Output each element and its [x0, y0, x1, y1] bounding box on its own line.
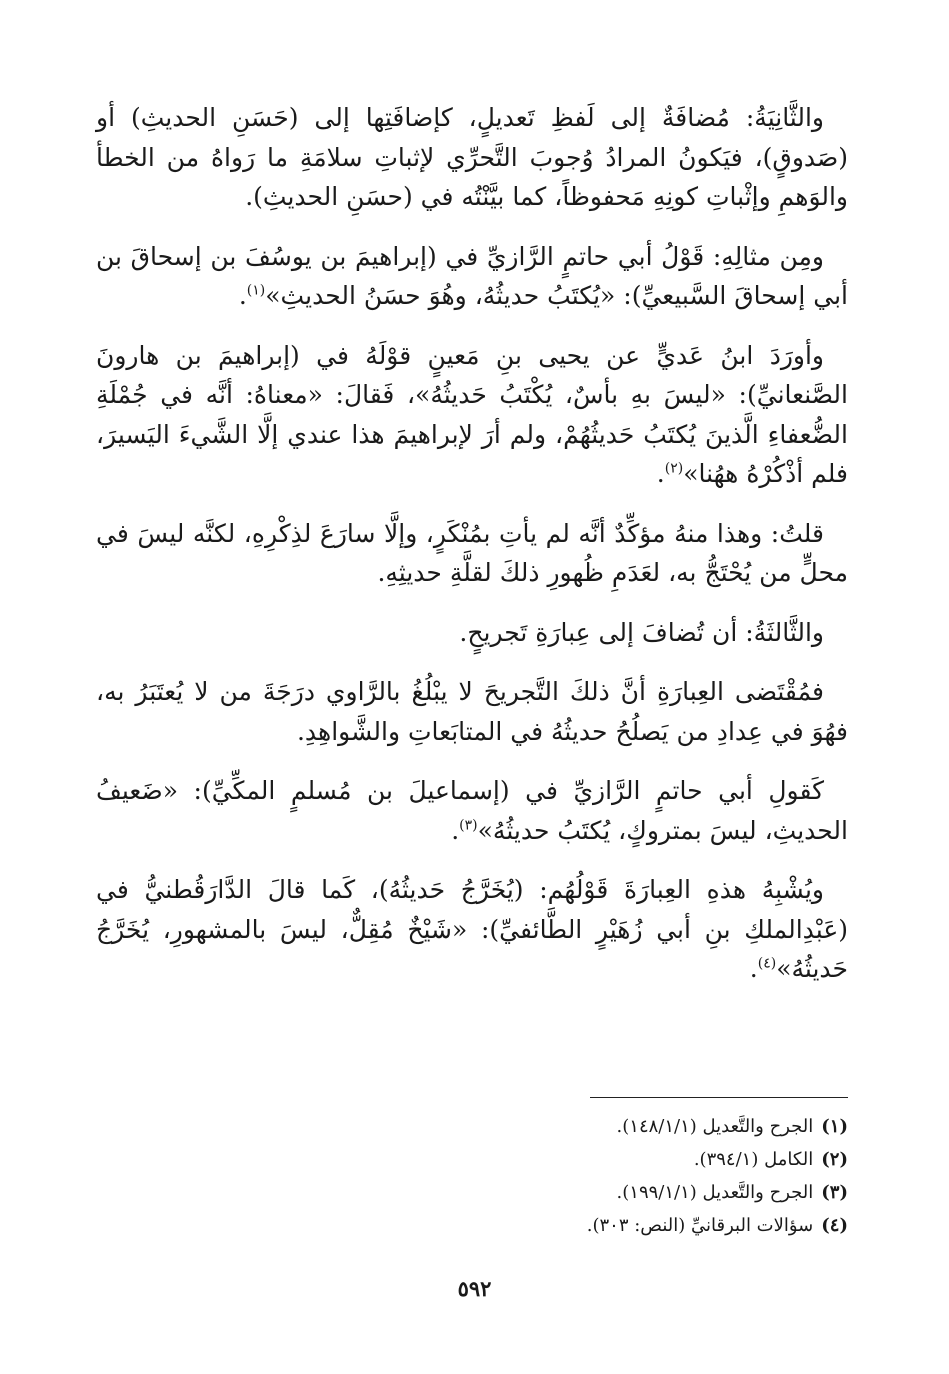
paragraph-4 [96, 514, 848, 593]
paragraph-text: ويُشْبِهُ هذهِ العِبارَةَ قَوْلُهُم: (يُخَرَّجُ حَديثُهُ)، كَما قالَ الدَّارَقُطنيُّ في (عَبْدِالملكِ بنِ أبي زُهَيْرٍ الطَّائفيِّ): «شَيْخٌ مُقِلٌّ، ليسَ بالمشهورِ، يُخَرَّجُ حَديثُهُ» [96, 875, 848, 983]
footnote-number: (٢) [821, 1149, 848, 1170]
footnote-number: (١) [821, 1116, 848, 1137]
paragraph-6 [96, 672, 848, 751]
paragraph-2 [96, 237, 848, 316]
footnote-text: سؤالات البرقانيِّ (النص: ٣٠٣). [586, 1215, 814, 1236]
paragraph-text: والثَّانِيَةُ: مُضافَةٌ إلى لَفظِ تَعديلٍ، كإضافَتِها إلى (حَسَنِ الحديثِ) أو (صَدوقٍ)، فيَكونُ المرادُ وُجوبَ التَّحرِّي لإثباتِ سلامَةِ ما رَواهُ من الخطأ والوَهمِ وإثْباتِ كونِهِ مَحفوظاً، كما بيَّنْتُه في (حسَنِ الحديثِ). [96, 103, 848, 211]
footnote-number: (٣) [821, 1182, 848, 1203]
footnote-4 [96, 1209, 848, 1242]
footnote-3 [96, 1176, 848, 1209]
page-number: ٥٩٢ [457, 1276, 492, 1301]
paragraph-tail: . [749, 954, 758, 983]
paragraph-3 [96, 336, 848, 494]
paragraph-text: ومِن مثالِهِ: قَوْلُ أبي حاتمٍ الرَّازيِّ في (إبراهيمَ بن يوسُفَ بن إسحاقَ بن أبي إسحاقَ السَّبيعيِّ): «يُكتَبُ حديثُهُ، وهُوَ حسَنُ الحديثِ» [96, 241, 848, 310]
paragraph-text: كَقولِ أبي حاتمٍ الرَّازيِّ في (إسماعيلَ بن مُسلمٍ المكِّيِّ): «ضَعيفُ الحديثِ، ليسَ بمتروكٍ، يُكتَبُ حديثُهُ» [96, 776, 848, 845]
footnote-ref[interactable]: (١) [246, 282, 266, 299]
footnote-divider [590, 1097, 848, 1098]
footnote-ref[interactable]: (٣) [459, 817, 478, 834]
paragraph-text: قلتُ: وهذا منهُ مؤكِّدٌ أنَّه لم يأتِ بمُنْكَرٍ، وإلَّا سارَعَ لذِكْرِهِ، لكنَّه ليسَ في محلٍّ من يُحْتَجُّ به، لعَدَمِ ظُهورِ ذلكَ لقلَّةِ حديثِهِ. [96, 518, 848, 587]
footnote-ref[interactable]: (٢) [664, 460, 684, 477]
paragraph-tail: . [238, 281, 247, 310]
paragraph-text: وأورَدَ ابنُ عَديٍّ عن يحيى بنِ مَعينٍ قوْلَهُ في (إبراهيمَ بن هارونَ الصَّنعانيِّ): «ليسَ بهِ بأسٌ، يُكْتَبُ حَديثُهُ»، فَقالَ: «معناهُ: أنَّه في جُمْلَةِ الضُّعفاءِ الَّذينَ يُكتَبُ حَديثُهُمْ، ولم أرَ لإبراهيمَ هذا عندي إلَّا الشَّيءَ اليَسيرَ، فلم أذْكُرْهُ ههُنا» [96, 340, 848, 488]
paragraph-text: فمُقْتَضى العِبارَةِ أنَّ ذلكَ التَّجريحَ لا يبْلُغُ بالرَّاوي درَجَةَ من لا يُعتَبَرُ به، فهُوَ في عِدادِ من يَصلُحُ حديثُهُ في المتابَعاتِ والشَّواهِدِ. [96, 677, 848, 746]
footnotes [96, 1110, 848, 1242]
footnote-text: الجرح والتَّعديل (١٤٨/١/١). [616, 1116, 814, 1137]
paragraph-text: والثَّالثَةُ: أن تُضافَ إلى عِبارَةِ تَجريحٍ. [459, 617, 824, 647]
footnote-2 [96, 1143, 848, 1176]
paragraph-tail: . [656, 459, 665, 488]
footnote-text: الجرح والتَّعديل (١٩٩/١/١). [616, 1182, 814, 1203]
footnote-1 [96, 1110, 848, 1143]
paragraph-8 [96, 870, 848, 989]
footnote-number: (٤) [821, 1215, 848, 1236]
paragraph-7 [96, 771, 848, 850]
footnote-text: الكامل (٣٩٤/١). [693, 1149, 814, 1170]
paragraph-tail: . [451, 815, 460, 845]
paragraph-1 [96, 98, 848, 217]
main-text [96, 98, 848, 1009]
paragraph-5 [96, 613, 848, 653]
footnote-ref[interactable]: (٤) [757, 955, 777, 972]
